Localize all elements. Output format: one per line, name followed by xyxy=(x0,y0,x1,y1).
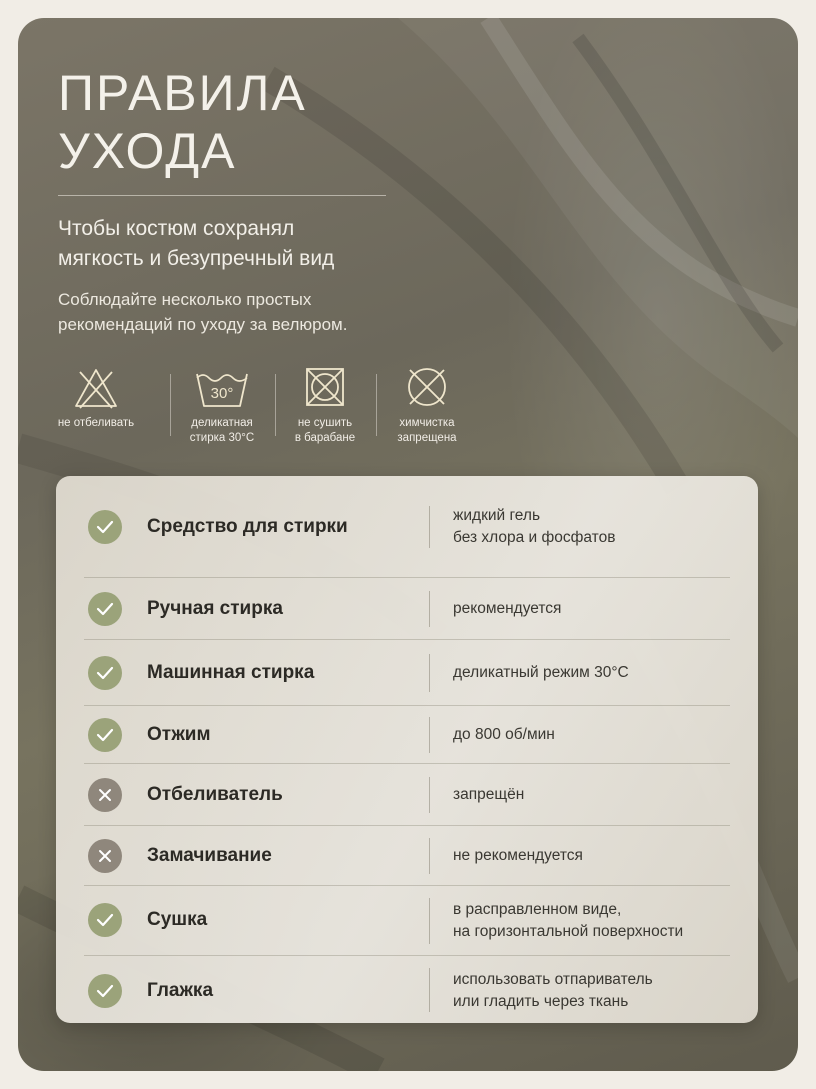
row-value-line-1: до 800 об/мин xyxy=(453,726,555,743)
table-row xyxy=(56,640,758,706)
table-row xyxy=(56,886,758,956)
row-value-line-2: без хлора и фосфатов xyxy=(453,529,616,546)
title-divider xyxy=(58,195,386,196)
page-title xyxy=(58,64,307,180)
checkmark-icon xyxy=(88,592,122,626)
table-row xyxy=(56,956,758,1023)
icon-divider xyxy=(170,374,171,436)
row-divider xyxy=(429,717,430,753)
row-name: Замачивание xyxy=(147,845,272,866)
row-divider xyxy=(429,591,430,627)
check-badge xyxy=(88,718,122,752)
checkmark-icon xyxy=(88,974,122,1008)
check-badge xyxy=(88,510,122,544)
title-line-2: УХОДА xyxy=(58,123,237,179)
row-value-line-1: жидкий гель xyxy=(453,507,541,524)
table-row xyxy=(56,706,758,764)
subtitle-line-1: Чтобы костюм сохранял xyxy=(58,217,295,240)
row-divider xyxy=(429,777,430,813)
checkmark-icon xyxy=(88,903,122,937)
row-value-line-1: не рекомендуется xyxy=(453,847,583,864)
care-table xyxy=(56,476,758,1023)
row-value xyxy=(453,505,615,549)
row-value-line-1: деликатный режим 30°C xyxy=(453,664,629,681)
row-divider xyxy=(429,838,430,874)
row-divider xyxy=(429,898,430,944)
table-row xyxy=(56,764,758,826)
cross-badge xyxy=(88,778,122,812)
no-bleach-icon xyxy=(72,366,120,410)
row-name: Сушка xyxy=(147,909,208,930)
row-value-line-2: на горизонтальной поверхности xyxy=(453,923,684,940)
no-dry-clean-icon xyxy=(403,366,451,410)
icon-label-no-bleach: не отбеливать xyxy=(57,417,135,429)
check-badge xyxy=(88,592,122,626)
cross-icon xyxy=(88,839,122,873)
row-value-line-2: или гладить через ткань xyxy=(453,993,629,1010)
table-row xyxy=(56,826,758,886)
care-symbol-no-tumble-dry xyxy=(282,366,368,446)
icon-label-no-dry-clean-1: химчистка xyxy=(399,417,455,429)
table-row xyxy=(56,578,758,640)
checkmark-icon xyxy=(88,718,122,752)
checkmark-icon xyxy=(88,656,122,690)
care-symbol-no-dry-clean xyxy=(382,366,472,446)
check-badge xyxy=(88,974,122,1008)
wash-30-icon xyxy=(194,366,250,410)
row-value-line-1: использовать отпариватель xyxy=(453,971,653,988)
row-name: Глажка xyxy=(147,980,214,1001)
icon-label-wash-1: деликатная xyxy=(191,417,253,429)
row-divider xyxy=(429,506,430,548)
icon-divider xyxy=(376,374,377,436)
checkmark-icon xyxy=(88,510,122,544)
row-value-line-1: рекомендуется xyxy=(453,600,562,617)
description-line-2: рекомендаций по уходу за велюром. xyxy=(58,315,348,334)
row-name: Средство для стирки xyxy=(147,516,348,537)
row-value xyxy=(453,662,629,684)
icon-label-no-dry-1: не сушить xyxy=(297,417,353,429)
cross-icon xyxy=(88,778,122,812)
no-tumble-dry-icon xyxy=(302,366,348,410)
care-card xyxy=(18,18,798,1071)
row-name: Ручная стирка xyxy=(147,598,283,619)
row-name: Отбеливатель xyxy=(147,784,283,805)
subtitle-line-2: мягкость и безупречный вид xyxy=(58,247,335,270)
care-symbol-no-bleach xyxy=(42,366,150,431)
row-value-line-1: в расправленном виде, xyxy=(453,901,622,918)
icon-label-wash-2: стирка 30°C xyxy=(189,432,255,444)
icon-label-no-dry-2: в барабане xyxy=(294,432,356,444)
wash-temp-label: 30° xyxy=(210,385,234,402)
check-badge xyxy=(88,903,122,937)
row-name: Машинная стирка xyxy=(147,662,315,683)
table-row xyxy=(56,476,758,578)
icon-label-no-dry-clean-2: запрещена xyxy=(397,432,457,444)
cross-badge xyxy=(88,839,122,873)
row-value xyxy=(453,724,555,746)
row-divider xyxy=(429,968,430,1012)
row-value-line-1: запрещён xyxy=(453,786,525,803)
row-value xyxy=(453,784,524,806)
title-line-1: ПРАВИЛА xyxy=(58,65,307,121)
care-symbol-wash-30 xyxy=(174,366,270,446)
row-value xyxy=(453,598,561,620)
row-divider xyxy=(429,654,430,692)
row-name: Отжим xyxy=(147,724,211,745)
description xyxy=(58,287,458,337)
description-line-1: Соблюдайте несколько простых xyxy=(58,290,312,309)
subtitle xyxy=(58,214,458,274)
row-value xyxy=(453,899,683,943)
check-badge xyxy=(88,656,122,690)
icon-divider xyxy=(275,374,276,436)
row-value xyxy=(453,845,583,867)
row-value xyxy=(453,969,653,1013)
